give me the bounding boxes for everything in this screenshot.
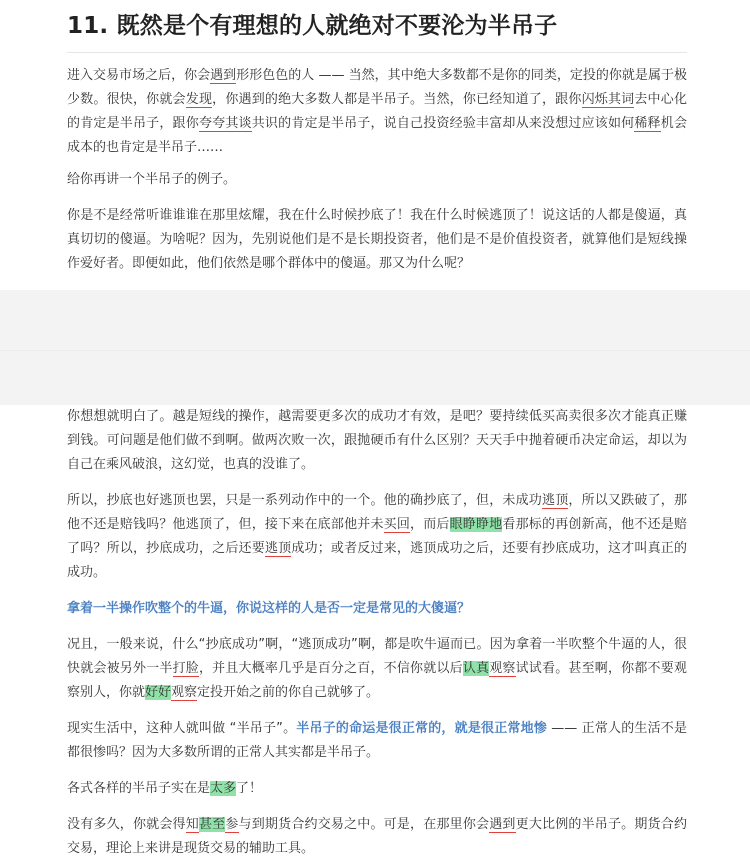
article-page-top	[0, 0, 750, 290]
article-page-bottom	[0, 405, 750, 865]
grammar-highlight: 好好	[145, 685, 172, 700]
spell-underline: 打脸	[172, 661, 199, 676]
top-paragraph-1	[67, 64, 687, 160]
paragraph-example: 给你再讲一个半吊子的例子。	[67, 172, 237, 187]
bottom-paragraph-1	[67, 405, 687, 477]
paragraph-futures: 没有多久，你就会得知甚至参与到期货合约交易之中。可是，在那里你会遇到更大比例的半吊子。期货合约交易，理论上来讲是现货交易的辅助工具。	[67, 817, 687, 856]
spell-underline: 参	[225, 817, 239, 832]
paragraph-question: 你是不是经常听谁谁谁在那里炫耀，我在什么时候抄底了！我在什么时候逃顶了！说这话的人都是傻逼，真真切切的傻逼。为啥呢？因为，先别说他们是不是长期投资者，他们是不是价值投资者，就算他们是短线操作爱好者。即便如此，他们依然是哪个群体中的傻逼。那又为什么呢？	[67, 208, 687, 271]
spell-underline: 夸夸其谈	[198, 116, 252, 131]
spell-underline: 逃顶	[264, 541, 292, 556]
paragraph-think: 你想想就明白了。越是短线的操作，越需要更多次的成功才有效，是吧？要持续低买高卖很多次才能真正赚到钱。可问题是他们做不到啊。做两次败一次，跟抛硬币有什么区别？天天手中抛着硬币决定命运，却以为自己在乘风破浪，这幻觉，也真的没谁了。	[67, 409, 687, 472]
bottom-subheading	[67, 597, 687, 621]
emphasis-text: 半吊子的命运是很正常的，就是很正常地惨	[296, 721, 547, 736]
bottom-paragraph-5	[67, 777, 687, 801]
page-gap	[0, 350, 750, 406]
grammar-highlight: 认真	[462, 661, 490, 676]
bottom-paragraph-2	[67, 489, 687, 585]
paragraph-so: 所以，抄底也好逃顶也罢，只是一系列动作中的一个。他的确抄底了，但，未成功逃顶，所以又跌破了，那他不还是赔钱吗？他逃顶了，但，接下来在底部他并未买回，而后眼睁睁地看那标的再创新高，他不还是赔了吗？所以，抄底成功，之后还要逃顶成功；或者反过来，逃顶成功之后，还要有抄底成功，这才叫真正的成功。	[67, 493, 687, 580]
spell-underline: 买回	[383, 517, 411, 532]
paragraph-variety: 各式各样的半吊子实在是太多了！	[67, 781, 263, 796]
spell-underline: 闪烁其词	[581, 92, 635, 107]
spell-underline: 发现	[185, 92, 213, 107]
top-paragraph-2	[67, 168, 687, 192]
article-title: 11. 既然是个有理想的人就绝对不要沦为半吊子	[67, 13, 558, 39]
grammar-highlight: 太多	[210, 781, 237, 796]
article-top-inner	[67, 10, 687, 53]
grammar-highlight: 眼睁睁地	[449, 517, 503, 532]
spell-underline: 逃顶	[542, 493, 569, 508]
bottom-paragraph-3	[67, 633, 687, 705]
top-paragraph-3	[67, 204, 687, 276]
paragraph-reality: 现实生活中，这种人就叫做 “半吊子”。半吊子的命运是很正常的，就是很正常地惨 —— 正常人的生活不是都很惨吗？因为大多数所谓的正常人其实都是半吊子。	[67, 721, 687, 760]
spell-underline: 遇到	[489, 817, 516, 832]
bottom-paragraph-6	[67, 813, 687, 861]
bottom-paragraph-4	[67, 717, 687, 765]
spell-underline: 知	[185, 817, 199, 832]
page-gap	[0, 290, 750, 350]
spell-underline: 遇到	[210, 68, 237, 83]
paragraph-intro: 进入交易市场之后，你会遇到形形色色的人 —— 当然，其中绝大多数都不是你的同类，定投的你就是属于极少数。很快，你就会发现，你遇到的绝大多数人都是半吊子。当然，你已经知道了，跟你闪烁其词去中心化的肯定是半吊子，跟你夸夸其谈共识的肯定是半吊子，说自己投资经验丰富却从来没想过应该如何稀释机会成本的也肯定是半吊子……	[67, 68, 687, 155]
grammar-highlight: 甚至	[198, 817, 226, 832]
paragraph-besides: 况且，一般来说，什么“抄底成功”啊，“逃顶成功”啊，都是吹牛逼而已。因为拿着一半吹整个牛逼的人，很快就会被另外一半打脸，并且大概率几乎是百分之百，不信你就以后认真观察试试看。甚至啊，你都不要观察别人，你就好好观察定投开始之前的你自己就够了。	[67, 637, 687, 700]
spell-underline: 稀释	[634, 116, 661, 131]
section-subheading: 拿着一半操作吹整个的牛逼，你说这样的人是否一定是常见的大傻逼？	[67, 601, 471, 616]
title-divider	[67, 52, 687, 53]
spell-underline: 观察	[171, 685, 198, 700]
spell-underline: 观察	[489, 661, 516, 676]
